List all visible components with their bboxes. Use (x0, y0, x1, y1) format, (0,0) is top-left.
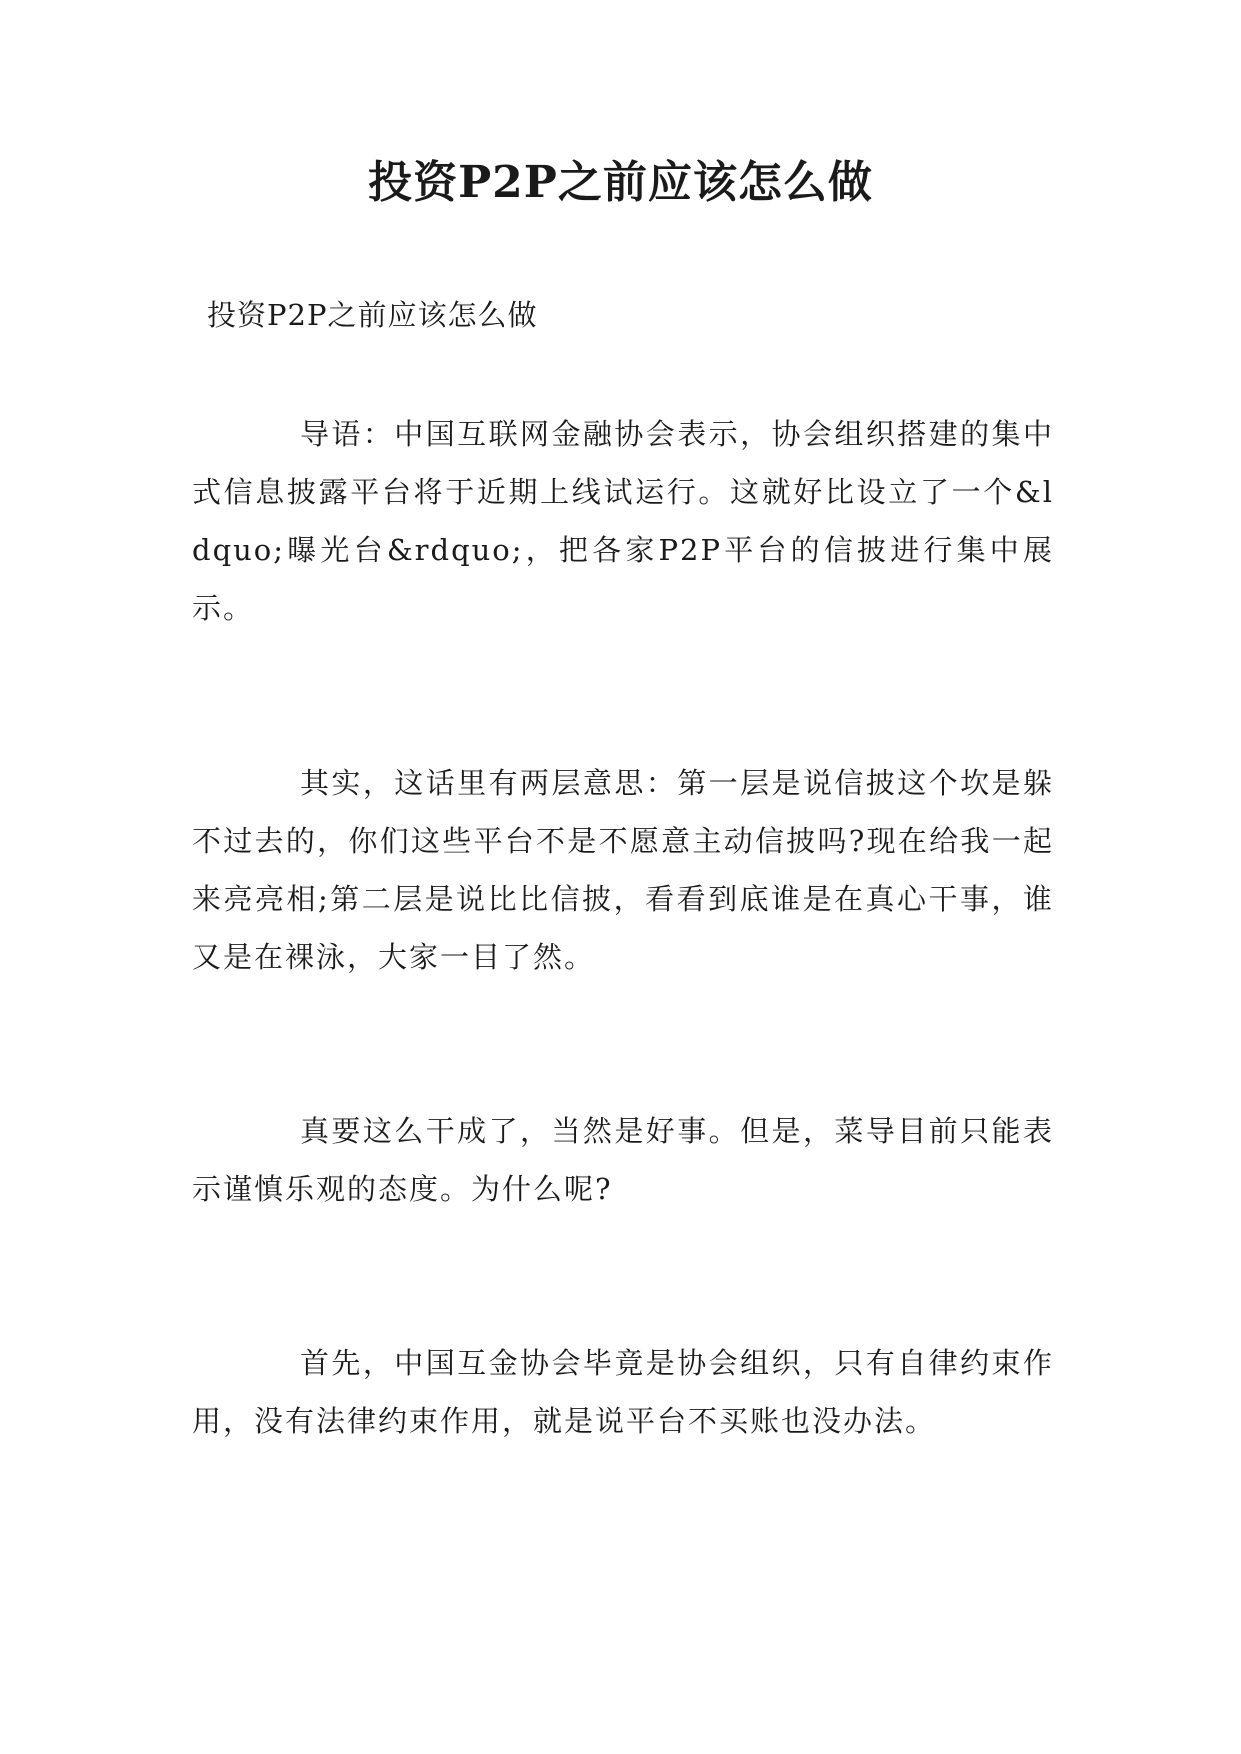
paragraph-intro: 导语：中国互联网金融协会表示，协会组织搭建的集中式信息披露平台将于近期上线试运行。这就好比设立了一个&ldquo;曝光台&rdquo;，把各家P2P平台的信披进行集中展示。 (192, 417, 1054, 625)
paragraph-first-reason: 首先，中国互金协会毕竟是协会组织，只有自律约束作用，没有法律约束作用，就是说平台不买账也没办法。 (192, 1346, 1054, 1438)
document-title: 投资P2P之前应该怎么做 (368, 157, 873, 208)
paragraph-cautious-optimism: 真要这么干成了，当然是好事。但是，菜导目前只能表示谨慎乐观的态度。为什么呢? (192, 1114, 1054, 1206)
paragraph-two-meanings: 其实，这话里有两层意思：第一层是说信披这个坎是躲不过去的，你们这些平台不是不愿意主动信披吗?现在给我一起来亮亮相;第二层是说比比信披，看看到底谁是在真心干事，谁又是在裸泳，大家一目了然。 (192, 766, 1054, 974)
document-subtitle: 投资P2P之前应该怎么做 (207, 298, 538, 332)
